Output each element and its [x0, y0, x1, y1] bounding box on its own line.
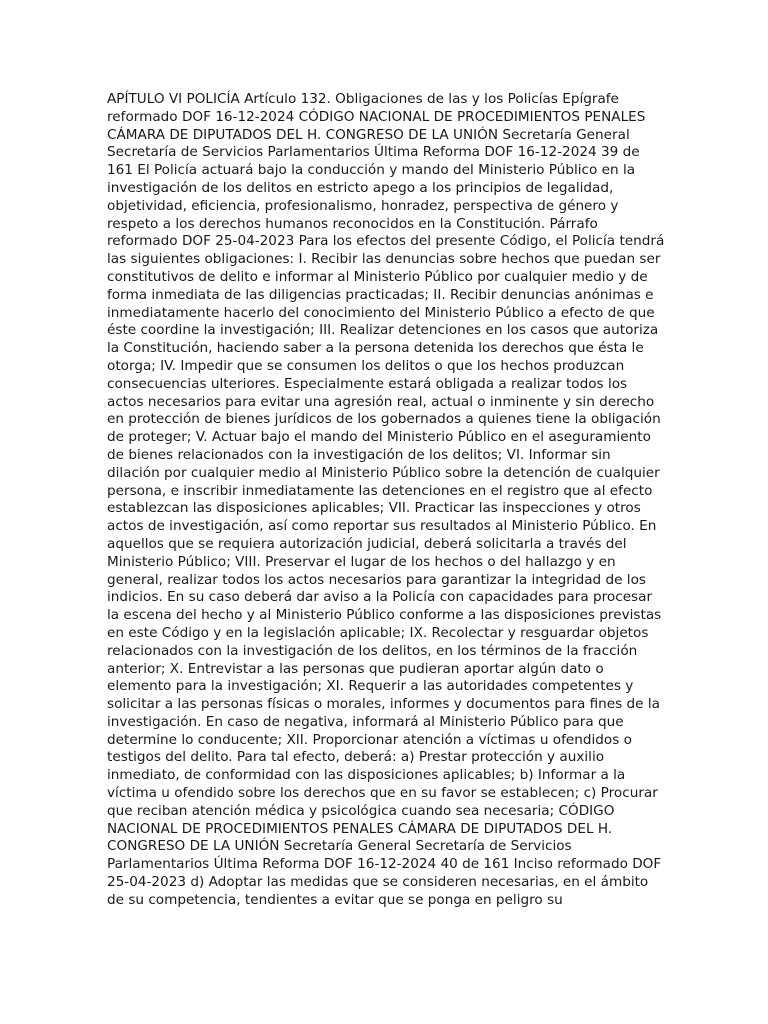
- document-body-text: APÍTULO VI POLICÍA Artículo 132. Obligaciones de las y los Policías Epígrafe reformado DOF 16-12-2024 CÓDIGO NACIONAL DE PROCEDIMIENTOS PENALES CÁMARA DE DIPUTADOS DEL H. CONGRESO DE LA UNIÓN Secretaría General Secretaría de Servicios Parlamentarios Última Reforma DOF 16-12-2024 39 de 161 El Policía actuará bajo la conducción y mando del Ministerio Público en la investigación de los delitos en estricto apego a los principios de legalidad, objetividad, eficiencia, profesionalismo, honradez, perspectiva de género y respeto a los derechos humanos reconocidos en la Constitución. Párrafo reformado DOF 25-04-2023 Para los efectos del presente Código, el Policía tendrá las siguientes obligaciones: I. Recibir las denuncias sobre hechos que puedan ser constitutivos de delito e informar al Ministerio Público por cualquier medio y de forma inmediata de las diligencias practicadas; II. Recibir denuncias anónimas e inmediatamente hacerlo del conocimiento del Ministerio Público a efecto de que éste coordine la investigación; III. Realizar detenciones en los casos que autoriza la Constitución, haciendo saber a la persona detenida los derechos que ésta le otorga; IV. Impedir que se consumen los delitos o que los hechos produzcan consecuencias ulteriores. Especialmente estará obligada a realizar todos los actos necesarios para evitar una agresión real, actual o inminente y sin derecho en protección de bienes jurídicos de los gobernados a quienes tiene la obligación de proteger; V. Actuar bajo el mando del Ministerio Público en el aseguramiento de bienes relacionados con la investigación de los delitos; VI. Informar sin dilación por cualquier medio al Ministerio Público sobre la detención de cualquier persona, e inscribir inmediatamente las detenciones en el registro que al efecto establezcan las disposiciones aplicables; VII. Practicar las inspecciones y otros actos de investigación, así como reportar sus resultados al Ministerio Público. En aquellos que se requiera autorización judicial, deberá solicitarla a través del Ministerio Público; VIII. Preservar el lugar de los hechos o del hallazgo y en general, realizar todos los actos necesarios para garantizar la integridad de los indicios. En su caso deberá dar aviso a la Policía con capacidades para procesar la escena del hecho y al Ministerio Público conforme a las disposiciones previstas en este Código y en la legislación aplicable; IX. Recolectar y resguardar objetos relacionados con la investigación de los delitos, en los términos de la fracción anterior; X. Entrevistar a las personas que pudieran aportar algún dato o elemento para la investigación; XI. Requerir a las autoridades competentes y solicitar a las personas físicas o morales, informes y documentos para fines de la investigación. En caso de negativa, informará al Ministerio Público para que determine lo conducente; XII. Proporcionar atención a víctimas u ofendidos o testigos del delito. Para tal efecto, deberá: a) Prestar protección y auxilio inmediato, de conformidad con las disposiciones aplicables; b) Informar a la víctima u ofendido sobre los derechos que en su favor se establecen; c) Procurar que reciban atención médica y psicológica cuando sea necesaria; CÓDIGO NACIONAL DE PROCEDIMIENTOS PENALES CÁMARA DE DIPUTADOS DEL H. CONGRESO DE LA UNIÓN Secretaría General Secretaría de Servicios Parlamentarios Última Reforma DOF 16-12-2024 40 de 161 Inciso reformado DOF 25-04-2023 d) Adoptar las medidas que se consideren necesarias, en el ámbito de su competencia, tendientes a evitar que se ponga en peligro su: [107, 91, 665, 908]
